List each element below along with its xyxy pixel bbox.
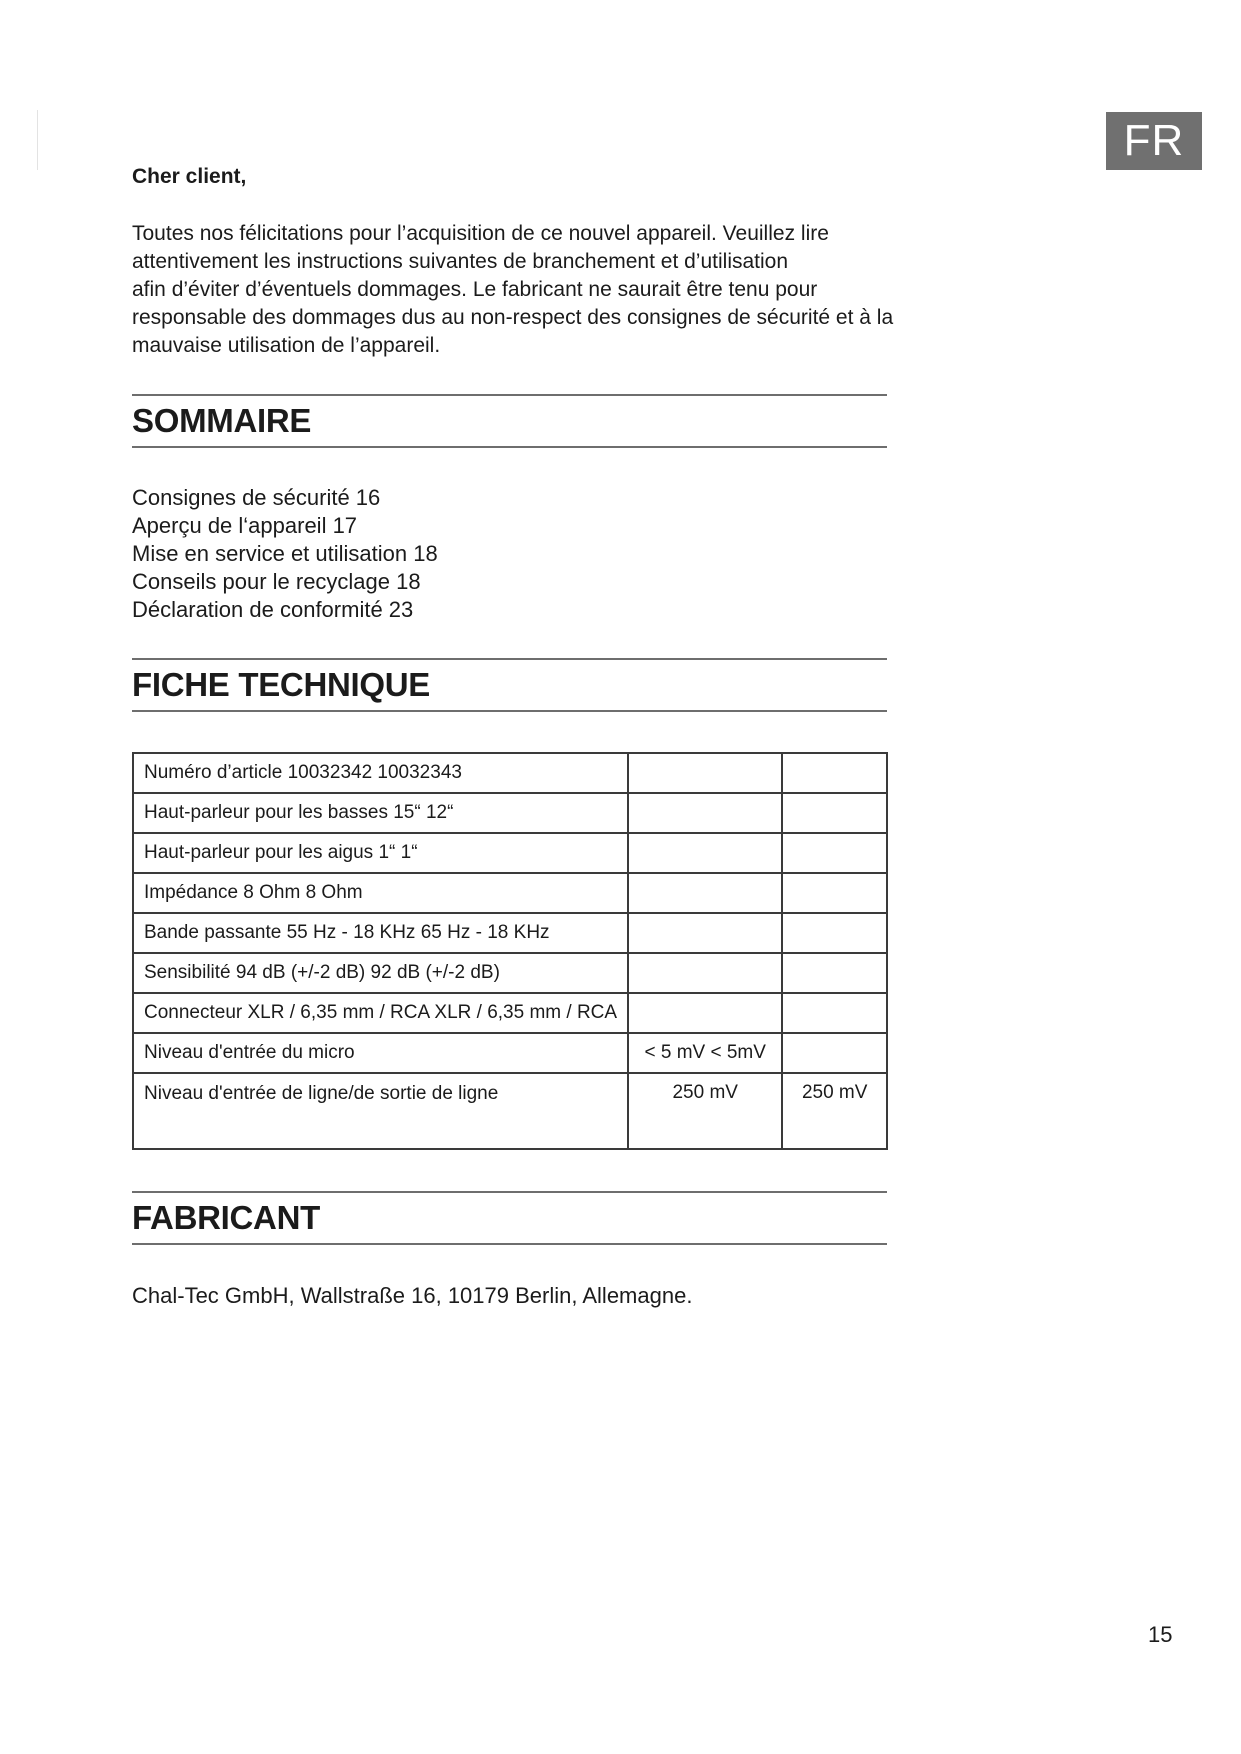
margin-rule [37,110,38,170]
spec-value [628,953,782,993]
toc-item: Déclaration de conformité 23 [132,597,414,622]
toc-item: Mise en service et utilisation 18 [132,541,438,566]
sommaire-heading: SOMMAIRE [132,402,312,439]
toc-item: Aperçu de l‘appareil 17 [132,513,358,538]
spec-value: 250 mV [782,1073,887,1149]
spec-label: Haut-parleur pour les aigus 1“ 1“ [133,833,628,873]
table-row [133,753,887,793]
table-row [133,793,887,833]
spec-value [782,953,887,993]
spec-value [628,793,782,833]
spec-label: Haut-parleur pour les basses 15“ 12“ [133,793,628,833]
fabricant-heading: FABRICANT [132,1199,320,1236]
table-row [133,1033,887,1073]
toc-item: Consignes de sécurité 16 [132,485,381,510]
fiche-technique-section-header [132,658,887,712]
spec-value [782,793,887,833]
spec-value [782,873,887,913]
table-row [133,1073,887,1149]
spec-value [628,833,782,873]
spec-label: Connecteur XLR / 6,35 mm / RCA XLR / 6,35 mm / RCA [133,993,628,1033]
intro-line: attentivement les instructions suivantes de branchement et d’utilisation [132,250,789,273]
spec-label: Sensibilité 94 dB (+/-2 dB) 92 dB (+/-2 dB) [133,953,628,993]
spec-value [628,993,782,1033]
spec-label: Bande passante 55 Hz - 18 KHz 65 Hz - 18 KHz [133,913,628,953]
table-row [133,833,887,873]
language-badge: FR [1106,112,1202,170]
spec-value [628,913,782,953]
intro-line: afin d’éviter d’éventuels dommages. Le fabricant ne saurait être tenu pour [132,278,818,301]
fabricant-section-header [132,1191,887,1245]
spec-label: Niveau d'entrée du micro [133,1033,628,1073]
manufacturer-address: Chal-Tec GmbH, Wallstraße 16, 10179 Berlin, Allemagne. [132,1283,693,1308]
table-row [133,873,887,913]
intro-line: responsable des dommages dus au non-respect des consignes de sécurité et à la [132,306,894,329]
spec-table [132,752,888,1150]
intro-line: mauvaise utilisation de l’appareil. [132,334,441,357]
spec-label: Niveau d'entrée de ligne/de sortie de ligne [133,1073,628,1149]
page-number: 15 [1148,1622,1173,1647]
salutation: Cher client, [132,165,247,188]
spec-label: Impédance 8 Ohm 8 Ohm [133,873,628,913]
spec-value [782,1033,887,1073]
sommaire-section-header [132,394,887,448]
table-row [133,953,887,993]
fiche-technique-heading: FICHE TECHNIQUE [132,666,431,703]
spec-label: Numéro d’article 10032342 10032343 [133,753,628,793]
toc-item: Conseils pour le recyclage 18 [132,569,421,594]
intro-paragraph [132,220,902,360]
intro-line: Toutes nos félicitations pour l’acquisition de ce nouvel appareil. Veuillez lire [132,222,829,245]
spec-value [782,913,887,953]
table-row [133,993,887,1033]
spec-value [628,753,782,793]
spec-value [782,993,887,1033]
spec-value [782,833,887,873]
spec-value [782,753,887,793]
spec-value: < 5 mV < 5mV [628,1033,782,1073]
spec-value [628,873,782,913]
table-row [133,913,887,953]
table-of-contents [132,484,438,624]
spec-value: 250 mV [628,1073,782,1149]
